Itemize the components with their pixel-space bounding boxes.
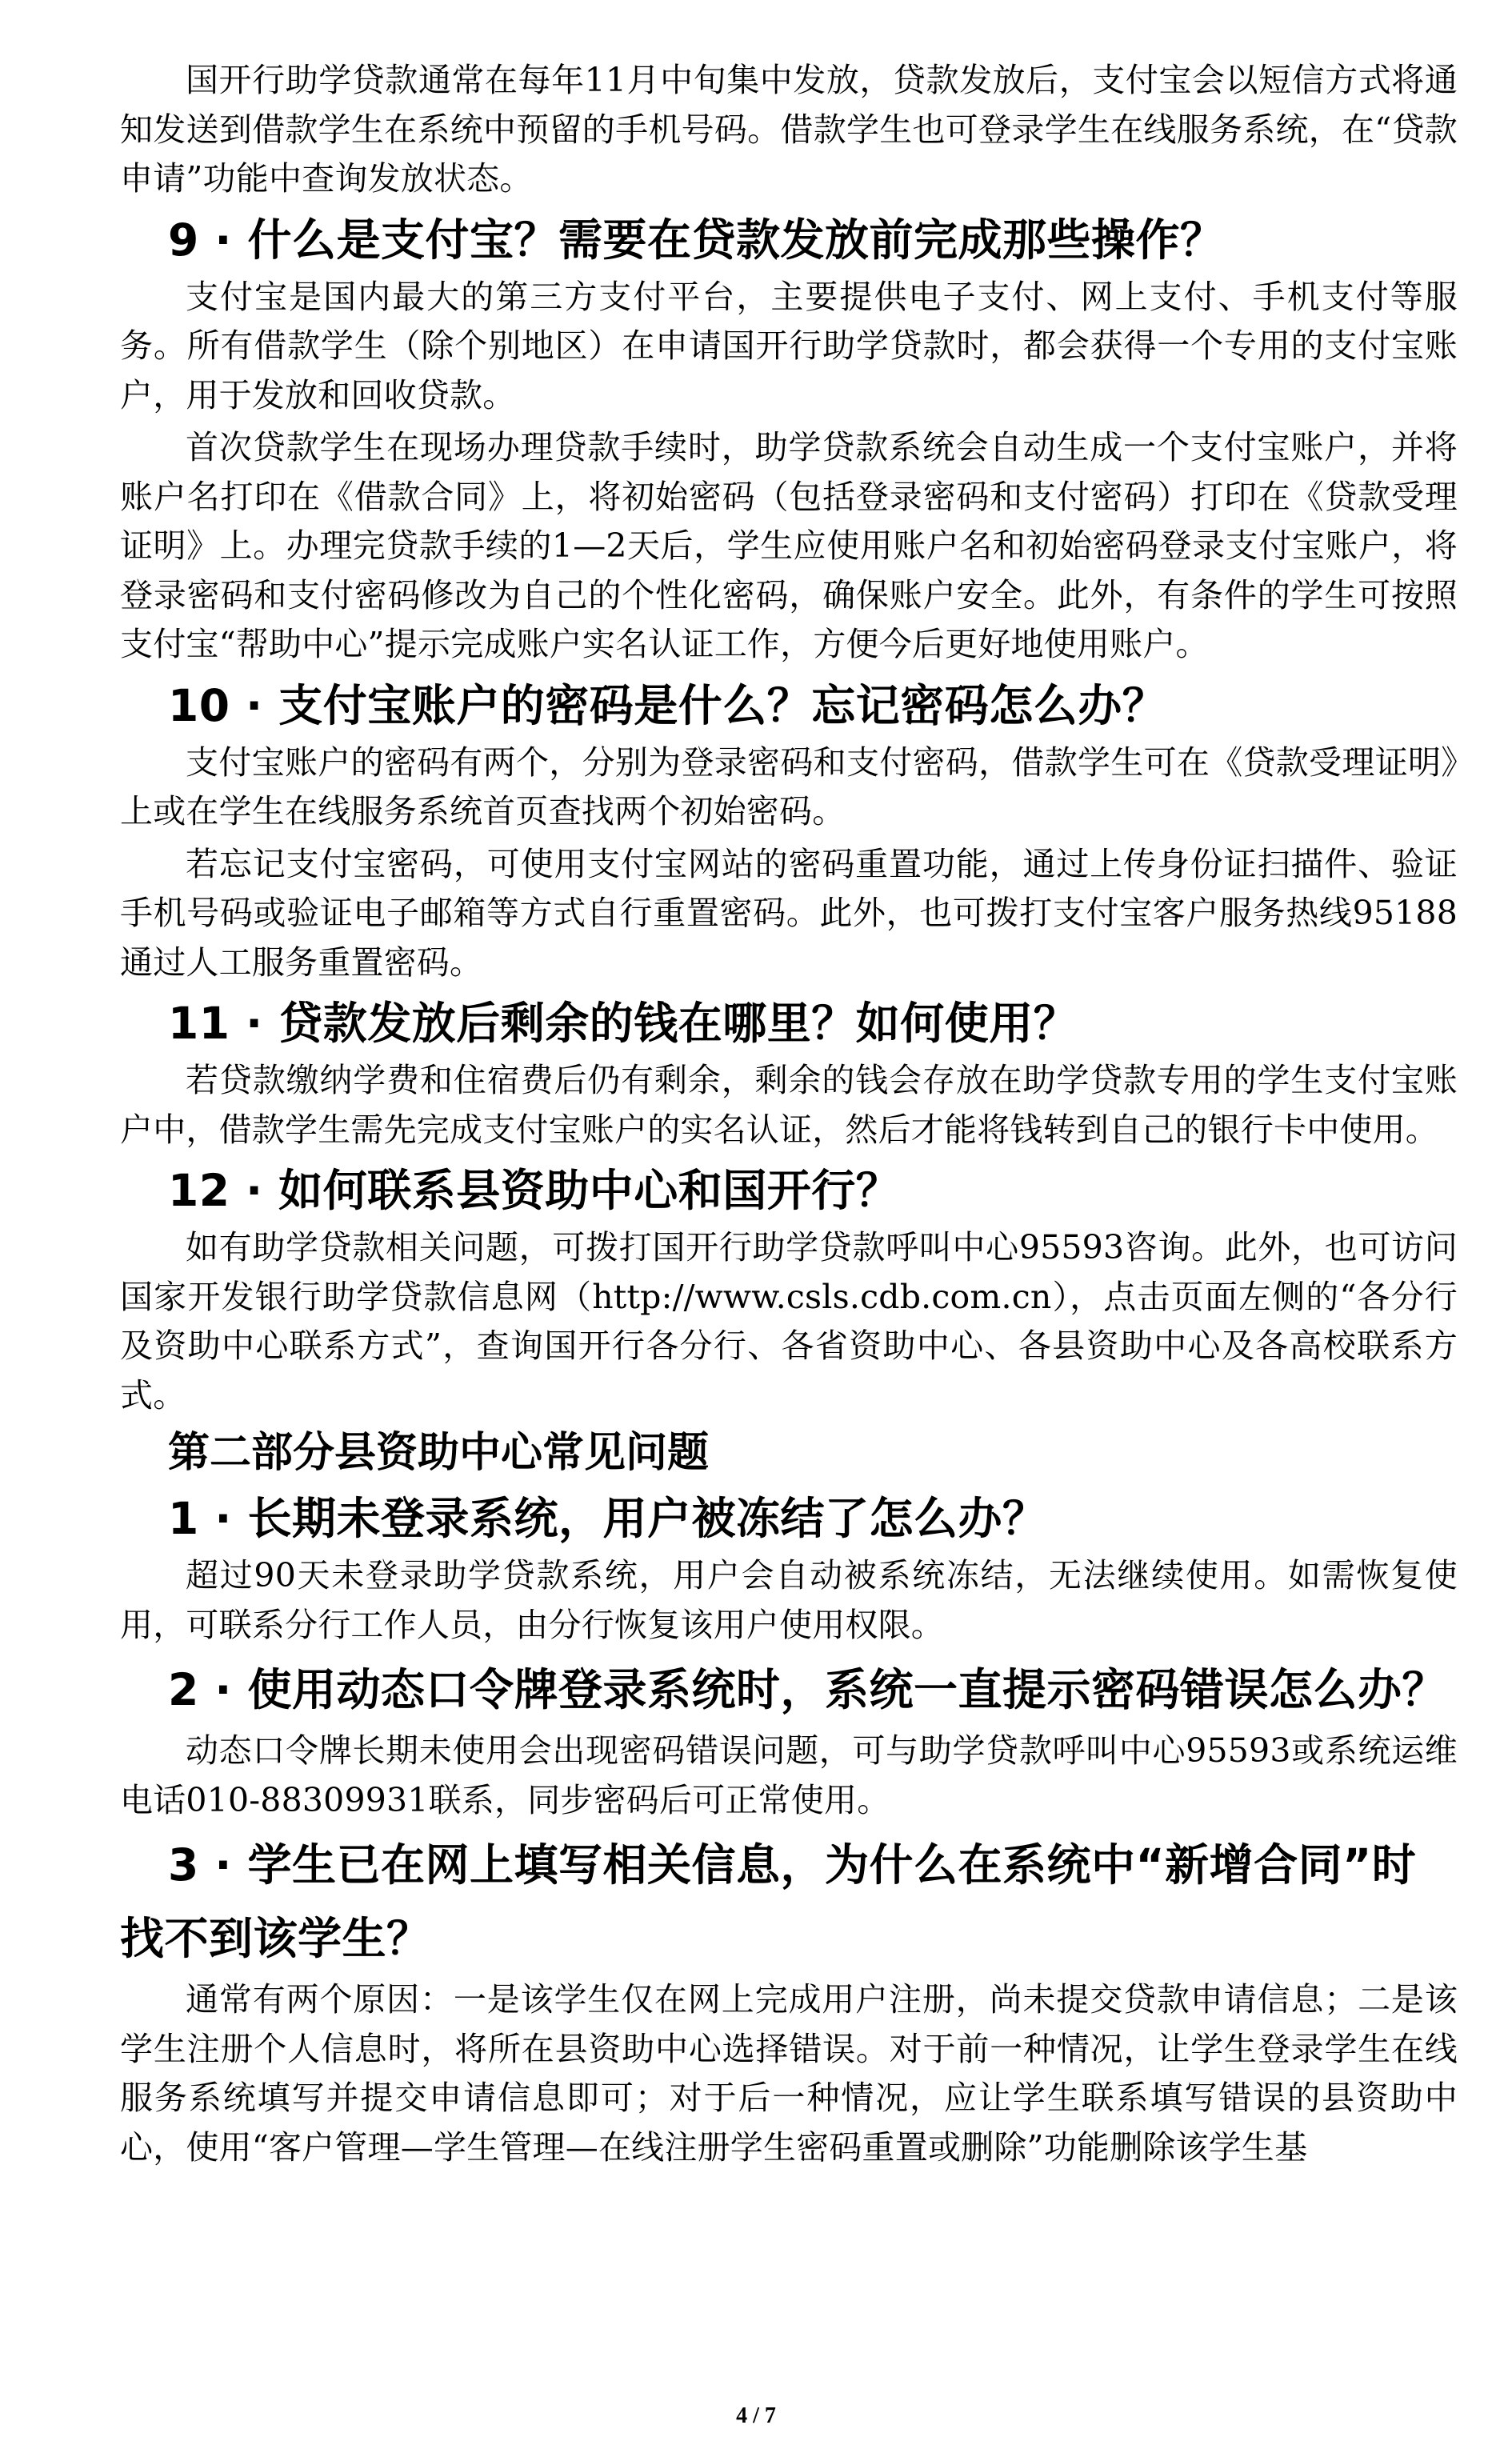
question-11-heading: 11 · 贷款发放后剩余的钱在哪里？如何使用？ (168, 998, 1078, 1049)
paragraph-remaining-money: 若贷款缴纳学费和住宿费后仍有剩余，剩余的钱会存放在助学贷款专用的学生支付宝账户中，借款学生需先完成支付宝账户的实名认证，然后才能将钱转到自己的银行卡中使用。 (120, 1061, 1458, 1149)
paragraph-alipay-intro: 支付宝是国内最大的第三方支付平台，主要提供电子支付、网上支付、手机支付等服务。所有借款学生（除个别地区）在申请国开行助学贷款时，都会获得一个专用的支付宝账户，用于发放和回收贷款。 (120, 277, 1458, 414)
paragraph-student-not-found: 通常有两个原因：一是该学生仅在网上完成用户注册，尚未提交贷款申请信息；二是该学生注册个人信息时，将所在县资助中心选择错误。对于前一种情况，让学生登录学生在线服务系统填写并提交申请信息即可；对于后一种情况，应让学生联系填写错误的县资助中心，使用“客户管理—学生管理—在线注册学生密码重置或删除”功能删除该学生基 (120, 1980, 1458, 2167)
document-page (120, 56, 1458, 2175)
question-9-heading: 9 · 什么是支付宝？需要在贷款发放前完成那些操作？ (168, 214, 1225, 266)
paragraph-alipay-passwords: 支付宝账户的密码有两个，分别为登录密码和支付密码，借款学生可在《贷款受理证明》上或在学生在线服务系统首页查找两个初始密码。 (120, 742, 1458, 830)
question-10-heading: 10 · 支付宝账户的密码是什么？忘记密码怎么办？ (168, 679, 1167, 731)
paragraph-loan-disbursement: 国开行助学贷款通常在每年11月中旬集中发放，贷款发放后，支付宝会以短信方式将通知发送到借款学生在系统中预留的手机号码。借款学生也可登录学生在线服务系统，在“贷款申请”功能中查询发放状态。 (120, 61, 1458, 198)
question-2-heading: 2 · 使用动态口令牌登录系统时，系统一直提示密码错误怎么办？ (168, 1664, 1446, 1715)
paragraph-alipay-account-setup: 首次贷款学生在现场办理贷款手续时，助学贷款系统会自动生成一个支付宝账户，并将账户名打印在《借款合同》上，将初始密码（包括登录密码和支付密码）打印在《贷款受理证明》上。办理完贷款手续的1—2天后，学生应使用账户名和初始密码登录支付宝账户，将登录密码和支付密码修改为自己的个性化密码，确保账户安全。此外，有条件的学生可按照支付宝“帮助中心”提示完成账户实名认证工作，方便今后更好地使用账户。 (120, 428, 1458, 663)
question-12-heading: 12 · 如何联系县资助中心和国开行？ (168, 1165, 901, 1216)
question-3-heading: 3 · 学生已在网上填写相关信息，为什么在系统中“新增合同”时找不到该学生？ (120, 1839, 1417, 1964)
page-number: 4 / 7 (736, 2403, 776, 2428)
part-two-title: 第二部分县资助中心常见问题 (168, 1429, 710, 1477)
paragraph-token-password: 动态口令牌长期未使用会出现密码错误问题，可与助学贷款呼叫中心95593或系统运维电话010-88309931联系，同步密码后可正常使用。 (120, 1731, 1458, 1819)
paragraph-password-reset: 若忘记支付宝密码，可使用支付宝网站的密码重置功能，通过上传身份证扫描件、验证手机号码或验证电子邮箱等方式自行重置密码。此外，也可拨打支付宝客户服务热线95188通过人工服务重置密码。 (120, 844, 1458, 982)
paragraph-frozen-user: 超过90天未登录助学贷款系统，用户会自动被系统冻结，无法继续使用。如需恢复使用，可联系分行工作人员，由分行恢复该用户使用权限。 (120, 1556, 1458, 1644)
question-1-heading: 1 · 长期未登录系统，用户被冻结了怎么办？ (168, 1493, 1047, 1544)
paragraph-contact-info: 如有助学贷款相关问题，可拨打国开行助学贷款呼叫中心95593咨询。此外，也可访问国家开发银行助学贷款信息网（http://www.csls.cdb.com.cn），点击页面左侧的“各分行及资助中心联系方式”，查询国开行各分行、各省资助中心、各县资助中心及各高校联系方式。 (120, 1228, 1458, 1415)
